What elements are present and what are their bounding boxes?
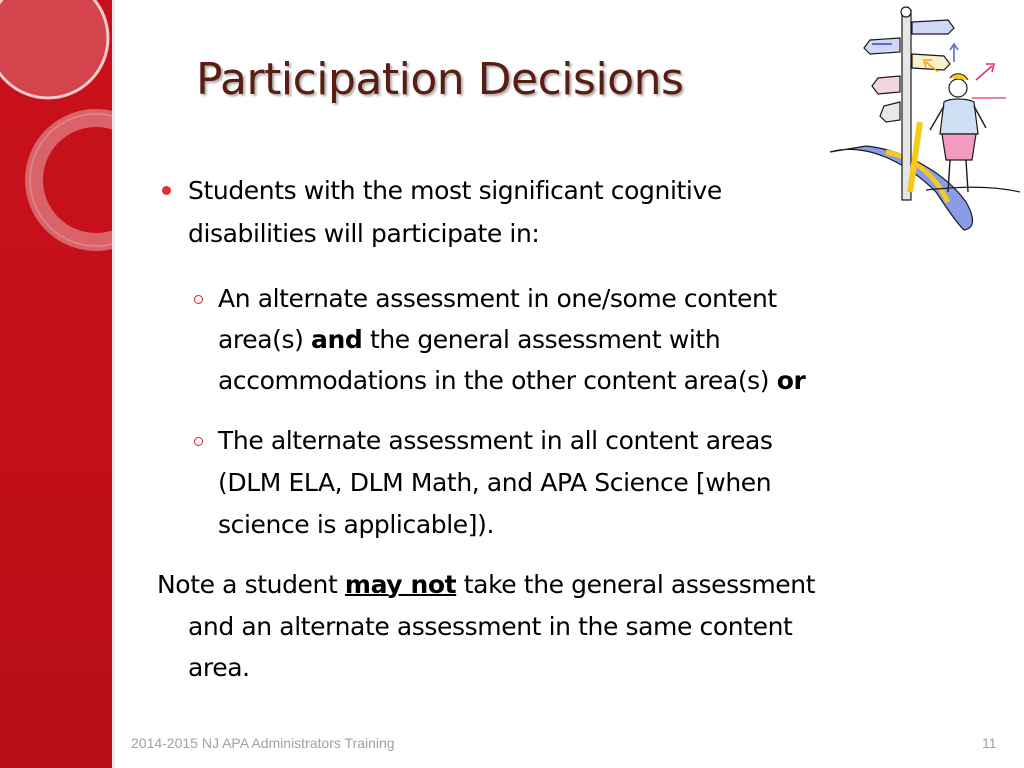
sub-bullet-line: science is applicable]). xyxy=(218,510,494,539)
sidebar-band xyxy=(0,0,112,768)
sub-bullet-line xyxy=(218,319,720,361)
signpost-person-clipart xyxy=(826,2,1022,232)
bullet-marker xyxy=(162,186,171,195)
sub-bullet-line: An alternate assessment in one/some content xyxy=(218,284,777,313)
note-line: area. xyxy=(188,653,250,682)
page-number: 11 xyxy=(982,735,997,751)
sub-bullet-line: The alternate assessment in all content areas xyxy=(218,426,773,455)
sub-bullet-line xyxy=(218,360,805,402)
text-run: the general assessment with xyxy=(362,325,721,354)
slide-title: Participation Decisions xyxy=(196,54,684,105)
text-run: Note a student xyxy=(157,570,345,599)
note-line: and an alternate assessment in the same content xyxy=(188,612,793,641)
sub-bullet-marker xyxy=(194,295,203,304)
decorative-rings xyxy=(0,0,112,320)
text-run: area(s) xyxy=(218,325,312,354)
sidebar-edge xyxy=(112,0,115,768)
emphasis-or: or xyxy=(776,366,806,395)
footer-text: 2014-2015 NJ APA Administrators Training xyxy=(131,735,395,751)
note-line xyxy=(157,564,815,606)
emphasis-may-not: may not xyxy=(344,570,457,599)
emphasis-and: and xyxy=(311,325,363,354)
bullet-line: disabilities will participate in: xyxy=(188,219,540,248)
text-run: accommodations in the other content area(s) xyxy=(218,366,777,395)
text-run: take the general assessment xyxy=(456,570,816,599)
bullet-line: Students with the most significant cognitive xyxy=(188,176,722,205)
sub-bullet-marker xyxy=(194,437,203,446)
sub-bullet-line: (DLM ELA, DLM Math, and APA Science [when xyxy=(218,468,772,497)
